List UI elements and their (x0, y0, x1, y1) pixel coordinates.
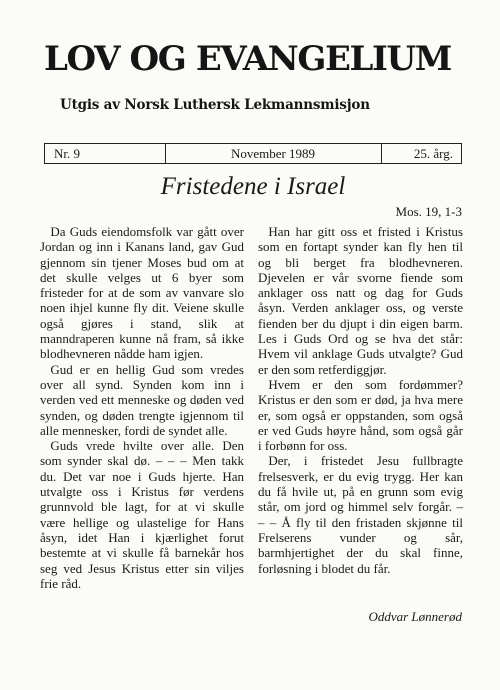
scripture-reference: Mos. 19, 1-3 (395, 204, 462, 219)
article-column-right (258, 224, 463, 576)
issue-date: November 1989 (230, 146, 316, 161)
author-signature: Oddvar Lønnerød (368, 609, 462, 624)
masthead-title: LOV OG EVANGELIUM (44, 39, 451, 79)
article-paragraph: Hvem er den som fordømmer? Kristus er den som er død, ja hva mere er, som også er oppstanden, som også er ved Guds høyre hånd, som også går i forbønn for oss. (258, 376, 463, 454)
issue-divider-right (381, 144, 382, 163)
article-column-left (40, 224, 244, 591)
article-paragraph: Der, i fristedet Jesu fullbragte frelsesverk, er du evig trygg. Her kan du få hvile ut, på en grunn som evig står, om jord og himmel selv forgår. – – – Å fly til den fristaden skjønne til Frelserens vunder og sår, barmhjertighet der du skal finne, forløsning i blodet du får. (258, 453, 463, 576)
masthead-subtitle: Utgis av Norsk Luthersk Lekmannsmisjon (60, 97, 370, 113)
article-paragraph: Da Guds eiendomsfolk var gått over Jordan og inn i Kanans land, gav Gud gjennom sin tjener Moses bud om at det skulle velges ut 6 byer som fristeder for at de som av vanvare slo noen ihjel kunne fly dit. Veiene skulle også gjøres i stand, slik at manndraperen kunne nå fram, så ikke blodhevneren nådde ham igjen. (40, 224, 244, 362)
article-paragraph: Guds vrede hvilte over alle. Den som synder skal dø. – – – Men takk du. Det var noe i Guds hjerte. Han utvalgte oss i Kristus før verdens grunnvold ble lagt, for at vi skulle være hellige og ulastelige for Hans åsyn, idet Han i kjærlighet forut bestemte at vi skulle få barnekår hos seg ved Jesus Kristus etter sin viljes frie råd. (40, 438, 244, 591)
issue-volume: 25. årg. (413, 146, 453, 161)
issue-info-bar (44, 143, 462, 164)
article-paragraph: Han har gitt oss et fristed i Kristus som en fortapt synder kan fly hen til og bli berget fra blodhevneren. Djevelen er vår svorne fiende som anklager oss natt og dag for Guds åsyn. Verden anklager oss, og verste fienden ber du djupt i din eigen barm. Les i Guds Ord og se hva det står: Hvem vil anklage Guds utvalgte? Gud er den som retferdiggjør. (258, 224, 463, 377)
article-title: Fristedene i Israel (160, 173, 346, 200)
article-paragraph: Gud er en hellig Gud som vredes over all synd. Synden kom inn i verden ved ett menneske og døden ved synden, og døden trengte igjennom til alle mennesker, fordi de syndet alle. (40, 361, 244, 438)
issue-number: Nr. 9 (54, 146, 80, 161)
